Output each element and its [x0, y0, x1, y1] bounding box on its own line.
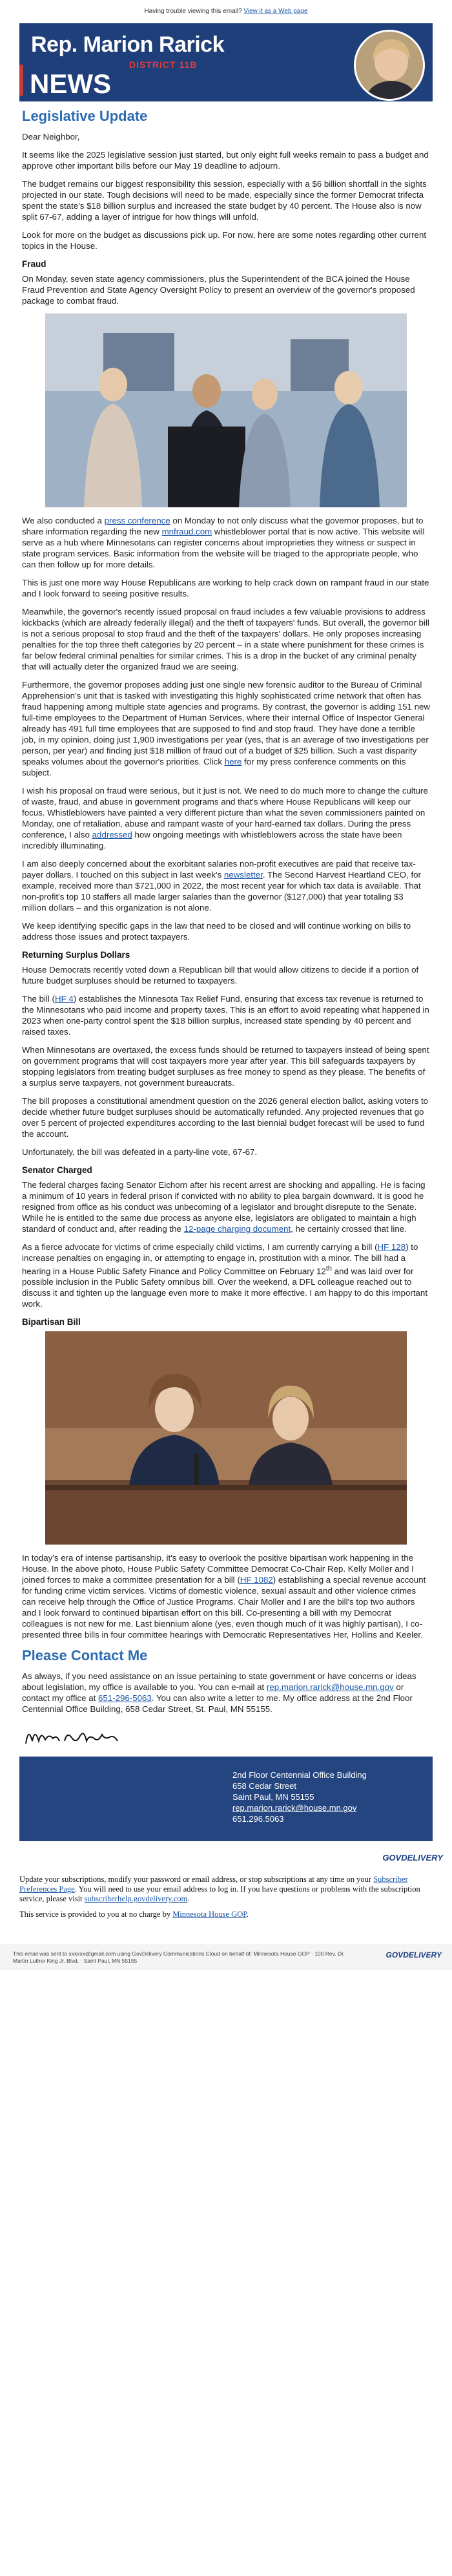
contact-heading: Please Contact Me [22, 1647, 148, 1664]
contact-part-c: . You can also write a letter to me. My office address at the 2nd Floor Centennial Office Building, 658 Cedar Street, St. Paul, MN 55155. [22, 1693, 413, 1715]
press-comments-link[interactable]: here [224, 757, 242, 766]
fraud-p7-part-a: I am also deeply concerned about the exorbitant salaries non-profit executives are paid that receive tax-payer dollars. I touched on this subject in last week's [22, 859, 416, 880]
fraud-p2-part-b: on Monday to not only discuss what the governor proposes, but to share information regarding the new [22, 516, 424, 536]
fraud-paragraph-3: This is just one more way House Republicans are working to help crack down on rampant fraud in our state and I look forward to seeing positive results. [22, 578, 429, 598]
footer-contact-block [19, 1757, 433, 1841]
banner-district: DISTRICT 11B [129, 59, 198, 70]
senator-p2-part-a: As a fierce advocate for victims of crime especially child victims, I am currently carrying a bill ( [22, 1242, 378, 1252]
senator-paragraph-2 [22, 1241, 430, 1309]
senator-p2-part-c: and was laid over for possible inclusion in the Public Safety omnibus bill. Over the weekend, a DFL colleague reached out to discuss it and tighten up the language even more to make it more effective. I am happy to do this important work. [22, 1266, 428, 1309]
contact-part-a: As always, if you need assistance on an issue pertaining to state government or have concerns or ideas about legislation, my office is available to you. You can e-mail at [22, 1671, 416, 1693]
contact-phone-link[interactable]: 651-296-5063 [98, 1693, 152, 1704]
surplus-p2-part-b: ) establishes the Minnesota Tax Relief Fund, ensuring that excess tax revenue is returned to the Minnesotans who paid income and property taxes. This is an effort to avoid repeating what happened in 2023 when one-party control spent the $18 billion surplus, increased state spending by 40 percent and raised taxes. [22, 994, 429, 1037]
senator-p1-part-b: , he certainly crossed that line. [291, 1224, 407, 1234]
manage-paragraph-2 [19, 1910, 433, 1919]
surplus-paragraph-5: Unfortunately, the bill was defeated in a party-line vote, 67-67. [22, 1147, 258, 1157]
fraud-paragraph-6 [22, 785, 430, 851]
fraud-heading: Fraud [22, 259, 46, 269]
senator-p2-part-b: ) to increase penalties on engaging in, or attempting to engage in, prostitution with a minor. The bill had a hearing in a House Public Safety Finance and Policy Committee on February 12 [22, 1242, 418, 1276]
contact-email-link[interactable]: rep.marion.rarick@house.mn.gov [266, 1682, 394, 1693]
legislative-paragraph-3: Look for more on the budget as discussions pick up. For now, here are some notes regarding other current topics in the House. [22, 230, 427, 251]
manage-p2-part-b: . [246, 1910, 249, 1919]
fraud-paragraph-7 [22, 858, 430, 913]
bipartisan-paragraph-1 [22, 1552, 430, 1640]
footer-line-1: 2nd Floor Centennial Office Building [232, 1770, 367, 1780]
preheader [0, 0, 452, 23]
manage-p2-part-a: This service is provided to you at no charge by [19, 1910, 173, 1919]
bipartisan-p1-part-b: ) establishing a special revenue account for funding crime victim services. Victims of domestic violence, sexual assault and other violence crimes can receive help through the Office of Justice Programs. Chair Moller and I are the bill's top two authors and I look forward to continued bipartisan effort on this bill. Co-presenting a bill with my Democrat colleagues is not new for me. Last biennium alone (yes, even though much of it was highly partisan), I co-presented three bills in four committee hearings with Democratic Representatives Her, Hollins and Keeler. [22, 1575, 426, 1640]
fraud-paragraph-1: On Monday, seven state agency commissioners, plus the Superintendent of the BCA joined the House Fraud Prevention and State Agency Oversight Policy to present an overview of the governor's proposed package to combat fraud. [22, 274, 415, 306]
surplus-p2-part-a: The bill ( [22, 994, 55, 1004]
fraud-p5-part-b: for my press conference comments on this subject. [22, 757, 406, 777]
fraud-paragraph-4: Meanwhile, the governor's recently issued proposal on fraud includes a few valuable provisions to address kickbacks (which are already federally illegal) and the theft of taxpayers' funds. But overall, the governor bill is not a serious proposal to stop fraud and the theft of the taxpayers' dollars. He only proposes increasing penalties for the top three theft categories by 20 percent – in a state where punishment for these crimes is far below federal criminal penalties for similar crimes. This is a drop in the bucket of any criminal penalty that will actually deter the organized fraud we are seeing. [22, 607, 429, 671]
fraud-p2-part-c: whistleblower portal that is now active. This website will serve as a hub where Minnesotans can register concerns about improprieties they witness or suspect in state program services. Basic information from the website will be triaged to the appropriate people, who can then follow up for more details. [22, 527, 425, 569]
view-as-webpage-link[interactable]: View it as a Web page [243, 8, 308, 15]
mnfraud-link[interactable]: mnfraud.com [161, 527, 212, 536]
senator-p1-part-a: The federal charges facing Senator Eichorn after his recent arrest are shocking and appalling. He is facing a minimum of 10 years in federal prison if convicted with no ability to plea bargain downward. It is good he resigned from office as his conduct was unbecoming of a legislator and brought disrepute to the Senate. While he is entitled to the same due process as anyone else, legislators are obligated to maintain a high standard of conduct and, after reading the [22, 1180, 426, 1234]
legislative-paragraph-2: The budget remains our biggest responsibility this session, especially with a $6 billion shortfall in the sights projected in our state. Tough decisions will need to be made, especially since the former Democrat trifecta spent the state's $18 billion surplus and increased the state budget by 40 percent. The House also is now split 67-67, adding a layer of intrigue for how things will unfold. [22, 179, 427, 222]
rep-portrait [354, 30, 425, 101]
fine-print-text: This email was sent to xxxxxx@gmail.com using GovDelivery Communications Cloud on behalf of: Minnesota House GOP · 100 Rev. Dr. Martin Luther King Jr. Blvd. · Saint Paul, MN 55155 [13, 1950, 345, 1965]
fraud-press-conference-photo [45, 313, 407, 507]
manage-paragraph-1 [19, 1875, 433, 1904]
legislative-paragraph-1: It seems like the 2025 legislative session just started, but only eight full weeks remain to pass a budget and approve other important bills before our May 19 deadline to adjourn. [22, 150, 429, 171]
fraud-paragraph-2 [22, 515, 430, 570]
contact-paragraph [22, 1671, 430, 1715]
press-conference-link[interactable]: press conference [104, 516, 170, 525]
govdelivery-bar [0, 1841, 452, 1870]
govdelivery-small-logo: GOVDELIVERY [385, 1950, 442, 1960]
addressed-link[interactable]: addressed [92, 830, 132, 839]
footer-email-link[interactable]: rep.marion.rarick@house.mn.gov [232, 1803, 357, 1813]
subscription-management [19, 1870, 433, 1919]
signature [22, 1722, 430, 1750]
banner-rep-name: Rep. Marion Rarick [31, 32, 224, 57]
hf1082-link[interactable]: HF 1082 [240, 1575, 273, 1585]
greeting: Dear Neighbor, [22, 132, 80, 142]
footer-line-2: 658 Cedar Street [232, 1781, 297, 1791]
footer-line-3: Saint Paul, MN 55155 [232, 1792, 314, 1802]
surplus-paragraph-2 [22, 993, 430, 1037]
surplus-heading: Returning Surplus Dollars [22, 950, 130, 960]
bipartisan-committee-photo [45, 1331, 407, 1545]
fraud-p5-part-a: Furthermore, the governor proposes adding just one single new forensic auditor to the Bureau of Criminal Apprehension's unit that is tasked with investigating this highly sophisticated crime network that often has fraud happening among multiple state agencies and programs. By contrast, the governor is adding 151 new full-time employees to the Department of Human Services, where their internal Office of Inspector General already has 491 full time employees that are supposed to find and stop fraud. They have done a terrible job, in my opinion, doing just 1,900 investigations per year (yes, that is an average of two investigations per person, per year) and finding just $18 million of fraud out of a budget of $25 billion. Such a vast disparity speaks volumes about the governor's priorities. Click [22, 680, 430, 766]
footer-phone: 651.296.5063 [232, 1814, 284, 1824]
fine-print-footer [0, 1944, 452, 1970]
subscriber-preferences-link[interactable]: Subscriber Preferences Page [19, 1875, 408, 1894]
surplus-paragraph-1: House Democrats recently voted down a Republican bill that would allow citizens to decide if a portion of future budget surpluses should be returned to taxpayers. [22, 965, 419, 986]
banner-red-accent [19, 65, 23, 96]
newsletter-banner [19, 23, 433, 101]
ordinal-suffix: th [325, 1265, 333, 1272]
fraud-paragraph-5 [22, 679, 430, 778]
govdelivery-logo: GOVDELIVERY [382, 1853, 443, 1863]
manage-p1-part-b: . You will need to use your email address to log in. If you have questions or problems with the subscription service, please visit [19, 1884, 420, 1904]
manage-p1-part-c: . [187, 1894, 190, 1904]
fraud-p6-part-b: how ongoing meetings with whistleblowers across the state have been incredibly illuminating. [22, 830, 402, 850]
senator-paragraph-1 [22, 1179, 430, 1234]
footer-address [232, 1769, 367, 1824]
contact-part-b: or contact my office at [22, 1682, 404, 1704]
bipartisan-heading: Bipartisan Bill [22, 1317, 81, 1327]
banner-news: NEWS [30, 69, 111, 99]
bipartisan-p1-part-a: In today's era of intense partisanship, it's easy to overlook the positive bipartisan work happening in the House. In the above photo, House Public Safety Committee Democrat Co-Chair Rep. Kelly Moller and I joined forces to make a committee presentation for a bill ( [22, 1553, 414, 1585]
surplus-paragraph-3: When Minnesotans are overtaxed, the excess funds should be returned to taxpayers instead of being spent on government programs that will cost taxpayers more year after year. This bill safeguards taxpayers by stopping legislators from treating budget surpluses as free money to spend as they please. The benefits of a surplus serve taxpayers, not government bureaucrats. [22, 1045, 429, 1088]
legislative-update-heading: Legislative Update [22, 108, 148, 124]
fraud-p2-part-a: We also conducted a [22, 516, 105, 525]
hf4-link[interactable]: HF 4 [55, 994, 74, 1004]
charging-document-link[interactable]: 12-page charging document [183, 1224, 291, 1234]
surplus-paragraph-4: The bill proposes a constitutional amendment question on the 2026 general election ballot, asking voters to decide whether future budget surpluses should be automatically refunded. Any projected revenues that go over 5 percent of projected expenditures according to the last biennial budget forecast will be used to fund the account. [22, 1096, 429, 1139]
house-gop-link[interactable]: Minnesota House GOP [172, 1910, 247, 1919]
fraud-p7-part-b: . The Second Harvest Heartland CEO, for example, received more than $721,000 in 2022, the most recent year for which tax data is available. That non-profit's top 10 staffers all made larger salaries than the governor ($127,000) that year totaling $3 million dollars – and this organization is not alone. [22, 870, 421, 913]
senator-heading: Senator Charged [22, 1165, 92, 1175]
subscriber-help-link[interactable]: subscriberhelp.govdelivery.com [84, 1894, 188, 1904]
manage-p1-part-a: Update your subscriptions, modify your password or email address, or stop subscriptions at any time on your [19, 1875, 374, 1884]
hf128-link[interactable]: HF 128 [377, 1242, 406, 1252]
fraud-p6-part-a: I wish his proposal on fraud were serious, but it just is not. We need to do much more to change the culture of waste, fraud, and abuse in government programs and that's where House Republicans will keep our focus. Whistleblowers have painted a very different picture than what the seven commissioners painted on Monday, one of retaliation, abuse and rampant waste of your hard-earned tax dollars. During the press conference, I also [22, 786, 428, 839]
preheader-text: Having trouble viewing this email? [144, 8, 242, 15]
newsletter-link[interactable]: newsletter [223, 870, 263, 880]
fraud-paragraph-8: We keep identifying specific gaps in the law that need to be closed and will continue working on bills to address those issues and protect taxpayers. [22, 921, 411, 942]
